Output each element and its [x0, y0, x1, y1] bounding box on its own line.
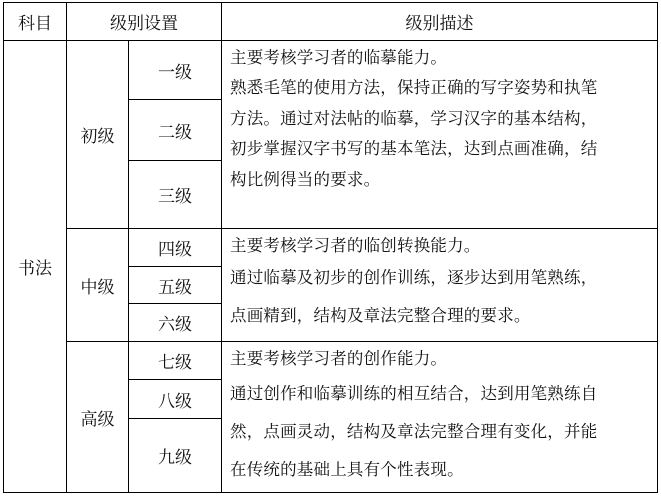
group-name-intermediate: 中级	[80, 277, 115, 298]
description-intermediate	[230, 231, 656, 339]
description-line: 初步掌握汉字书写的基本笔法，达到点画准确，结	[230, 139, 598, 158]
description-line: 熟悉毛笔的使用方法，保持正确的写字姿势和执笔	[230, 78, 598, 97]
description-line: 主要考核学习者的临创转换能力。	[230, 236, 481, 255]
level-table	[3, 2, 658, 493]
description-advanced	[230, 344, 656, 491]
level-cell: 二级	[158, 122, 192, 143]
description-beginner	[230, 43, 656, 195]
level-cell: 三级	[158, 187, 192, 207]
description-line: 构比例得当的要求。	[230, 170, 381, 189]
level-cell: 四级	[158, 240, 192, 260]
description-line: 通过创作和临摹训练的相互结合，达到用笔熟练自	[230, 384, 598, 403]
header-levels: 级别设置	[110, 14, 178, 34]
description-line: 点画精到，结构及章法完整合理的要求。	[230, 306, 531, 325]
group-name-beginner: 初级	[80, 127, 115, 147]
group-name-advanced: 高级	[80, 409, 115, 430]
description-line: 然，点画灵动，结构及章法完整合理有变化，并能	[230, 422, 598, 441]
level-cell: 六级	[158, 315, 192, 335]
level-cell: 五级	[158, 277, 192, 298]
description-line: 主要考核学习者的创作能力。	[230, 349, 448, 368]
description-line: 方法。通过对法帖的临摹，学习汉字的基本结构，	[230, 109, 598, 128]
level-cell: 九级	[158, 448, 192, 468]
description-line: 主要考核学习者的临摹能力。	[230, 48, 448, 67]
level-cell: 七级	[158, 353, 192, 373]
description-line: 在传统的基础上具有个性表现。	[230, 460, 464, 479]
subject-cell: 书法	[18, 259, 52, 279]
description-line: 通过临摹及初步的创作训练，逐步达到用笔熟练，	[230, 268, 598, 287]
header-subject: 科目	[18, 14, 52, 34]
header-description: 级别描述	[405, 14, 474, 34]
level-cell: 八级	[158, 391, 192, 412]
level-cell: 一级	[158, 62, 192, 83]
